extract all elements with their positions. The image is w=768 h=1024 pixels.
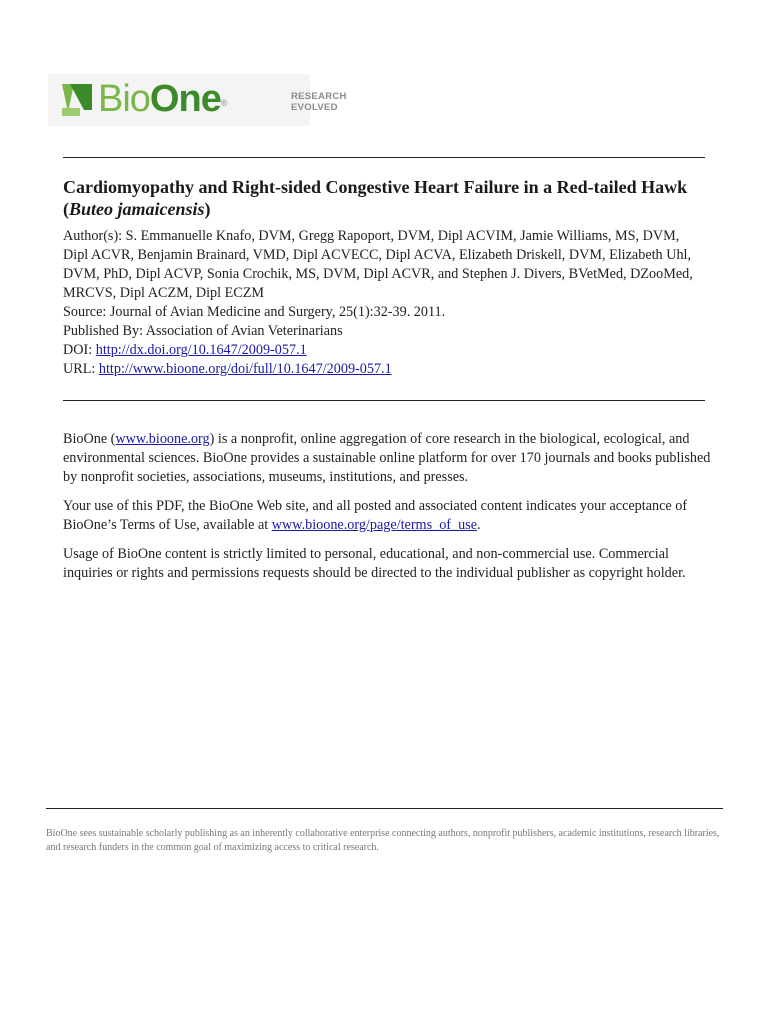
terms-of-use-link[interactable]: www.bioone.org/page/terms_of_use xyxy=(271,517,478,533)
bioone-mark-icon xyxy=(62,82,92,116)
logo-registered-mark: ® xyxy=(220,98,227,108)
url-label: URL: xyxy=(63,361,96,377)
doi-link[interactable]: http://dx.doi.org/10.1647/2009-057.1 xyxy=(95,342,307,358)
bioone-logo xyxy=(48,74,347,126)
logo-tagline xyxy=(291,91,347,113)
publisher-text: Association of Avian Veterinarians xyxy=(145,323,343,339)
logo-tagline-line1: RESEARCH xyxy=(291,91,347,102)
about-text-end: ) is a nonprofit, online aggregation of core research in the biological, ecological, and environmental sciences. BioOne provides a sustainable online platform for over 170 journals and books published by nonprofit societies, associations, museums, institutions, and presses. xyxy=(63,431,711,485)
article-metadata xyxy=(63,227,708,379)
logo-wordmark xyxy=(98,77,226,121)
source-line xyxy=(63,303,708,322)
authors-label: Author(s): xyxy=(63,228,123,244)
doi-line xyxy=(63,341,708,360)
terms-text-end: . xyxy=(477,517,481,533)
notice-paragraph-usage: Usage of BioOne content is strictly limited to personal, educational, and non-commercial use. Commercial inquiries or rights and permissions requests should be directed to the individual publisher as copyright holder. xyxy=(63,546,686,581)
about-text-start: BioOne ( xyxy=(63,431,116,447)
bioone-home-link[interactable]: www.bioone.org xyxy=(115,431,210,447)
publisher-label: Published By: xyxy=(63,323,144,339)
source-text: Journal of Avian Medicine and Surgery, 25(1):32-39. 2011. xyxy=(109,304,446,320)
article-title: Cardiomyopathy and Right-sided Congestive Heart Failure in a Red-tailed Hawk (Buteo jamaicensis) xyxy=(63,177,688,219)
footer-divider xyxy=(46,808,723,809)
middle-divider xyxy=(63,400,705,401)
article-title-text: Cardiomyopathy and Right-sided Congestive Heart Failure in a Red-tailed Hawk xyxy=(63,177,688,197)
url-line xyxy=(63,360,708,379)
logo-wordmark-one: One xyxy=(149,78,221,120)
bioone-notice xyxy=(63,430,713,593)
authors-line xyxy=(63,227,708,303)
publisher-line xyxy=(63,322,708,341)
article-title-species: Buteo jamaicensis xyxy=(69,199,205,219)
source-label: Source: xyxy=(63,304,107,320)
url-link[interactable]: http://www.bioone.org/doi/full/10.1647/2009-057.1 xyxy=(98,361,392,377)
footer-statement: BioOne sees sustainable scholarly publishing as an inherently collaborative enterprise connecting authors, nonprofit publishers, academic institutions, research libraries, and research funders in the common goal of maximizing access to critical research. xyxy=(46,828,720,853)
notice-paragraph-about xyxy=(63,430,713,487)
notice-paragraph-terms xyxy=(63,497,713,535)
doi-label: DOI: xyxy=(63,342,93,358)
top-divider xyxy=(63,157,705,158)
authors-text: S. Emmanuelle Knafo, DVM, Gregg Rapoport, DVM, Dipl ACVIM, Jamie Williams, MS, DVM, Dipl ACVR, Benjamin Brainard, VMD, Dipl ACVECC, Dipl ACVA, Elizabeth Driskell, DVM, Elizabeth Uhl, DVM, PhD, Dipl ACVP, Sonia Crochik, MS, DVM, Dipl ACVR, and Stephen J. Divers, BVetMed, DZooMed, MRCVS, Dipl ACZM, Dipl ECZM xyxy=(63,228,693,301)
logo-wordmark-bio: Bio xyxy=(98,78,150,120)
terms-text-start: Your use of this PDF, the BioOne Web site, and all posted and associated content indicates your acceptance of BioOne’s Terms of Use, available at xyxy=(63,498,688,533)
logo-tagline-line2: EVOLVED xyxy=(291,102,338,113)
